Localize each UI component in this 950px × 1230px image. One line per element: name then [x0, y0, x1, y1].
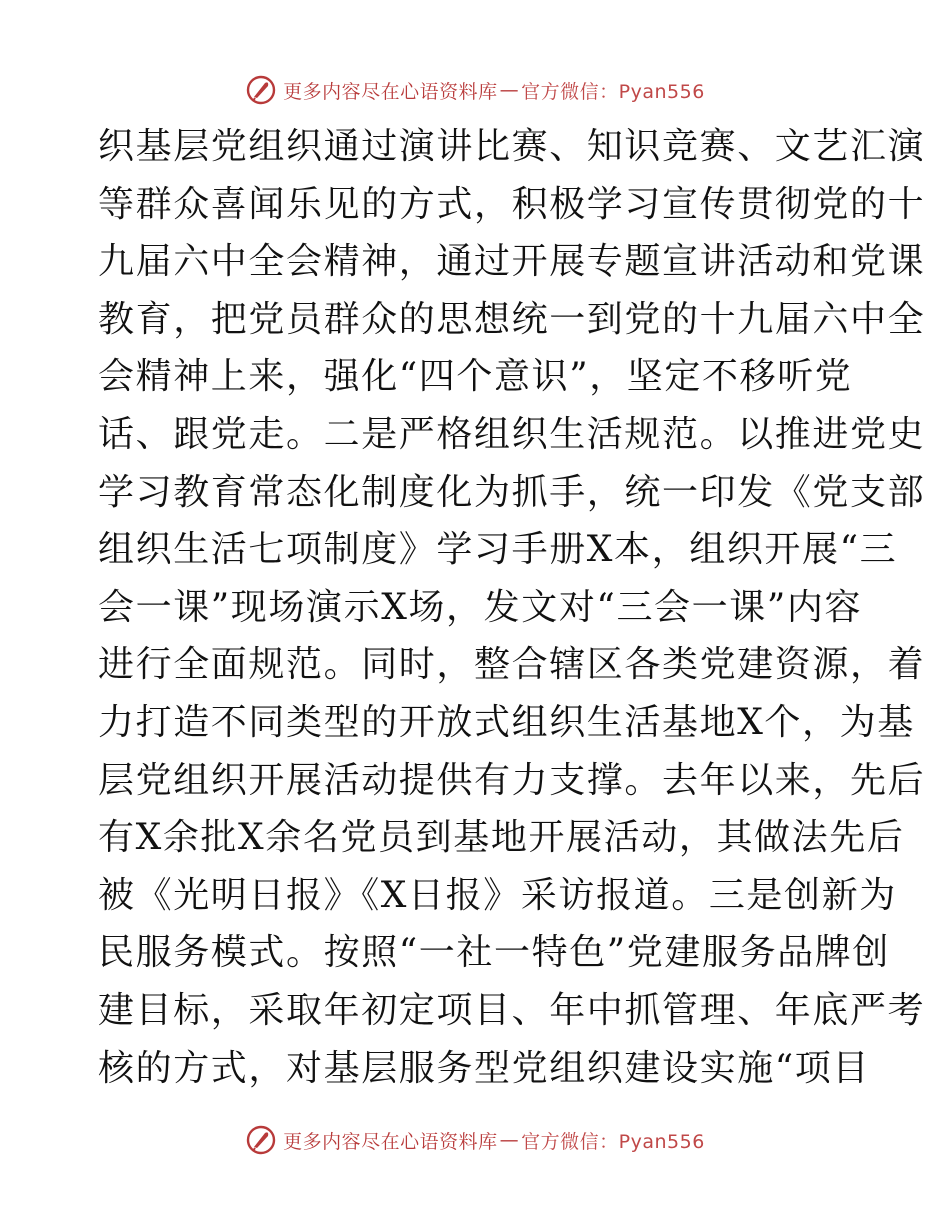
body-line: 等群众喜闻乐见的方式，积极学习宣传贯彻党的十 — [98, 183, 926, 225]
body-line: 织基层党组织通过演讲比赛、知识竞赛、文艺汇演 — [98, 126, 926, 167]
body-line: 有X余批X余名党员到基地开展活动，其做法先后 — [98, 817, 905, 859]
body-line: 教育，把党员群众的思想统一到党的十九届六中全 — [98, 298, 926, 340]
quill-pen-logo-icon — [245, 1124, 277, 1156]
watermark-wechat: 官方微信：Pyan556 — [521, 80, 705, 103]
body-line: 会精神上来，强化“四个意识”，坚定不移听党 — [98, 356, 853, 398]
body-line: 学习教育常态化制度化为抓手，统一印发《党支部 — [98, 471, 926, 513]
body-line: 被《光明日报》《X日报》采访报道。三是创新为 — [98, 874, 897, 916]
watermark-dash: — — [499, 1129, 520, 1151]
watermark-text: 更多内容尽在心语资料库 — [283, 80, 498, 103]
body-line: 会一课”现场演示X场，发文对“三会一课”内容 — [98, 586, 863, 628]
body-line: 核的方式，对基层服务型党组织建设实施“项目 — [98, 1047, 871, 1089]
body-line: 九届六中全会精神，通过开展专题宣讲活动和党课 — [98, 241, 926, 283]
document-body — [98, 118, 926, 1097]
quill-pen-logo-icon — [245, 74, 277, 106]
body-line: 组织生活七项制度》学习手册X本，组织开展“三 — [98, 529, 898, 571]
watermark-text: 更多内容尽在心语资料库 — [283, 1130, 498, 1153]
watermark-dash: — — [499, 79, 520, 101]
body-line: 民服务模式。按照“一社一特色”党建服务品牌创 — [98, 932, 891, 974]
body-line: 力打造不同类型的开放式组织生活基地X个，为基 — [98, 701, 915, 743]
body-line: 话、跟党走。二是严格组织生活规范。以推进党史 — [98, 413, 926, 455]
body-line: 层党组织开展活动提供有力支撑。去年以来，先后 — [98, 759, 926, 801]
header-watermark — [0, 70, 950, 110]
footer-watermark — [0, 1120, 950, 1160]
body-line: 进行全面规范。同时，整合辖区各类党建资源，着 — [98, 644, 926, 686]
body-line: 建目标，采取年初定项目、年中抓管理、年底严考 — [98, 989, 926, 1031]
watermark-wechat: 官方微信：Pyan556 — [521, 1130, 705, 1153]
